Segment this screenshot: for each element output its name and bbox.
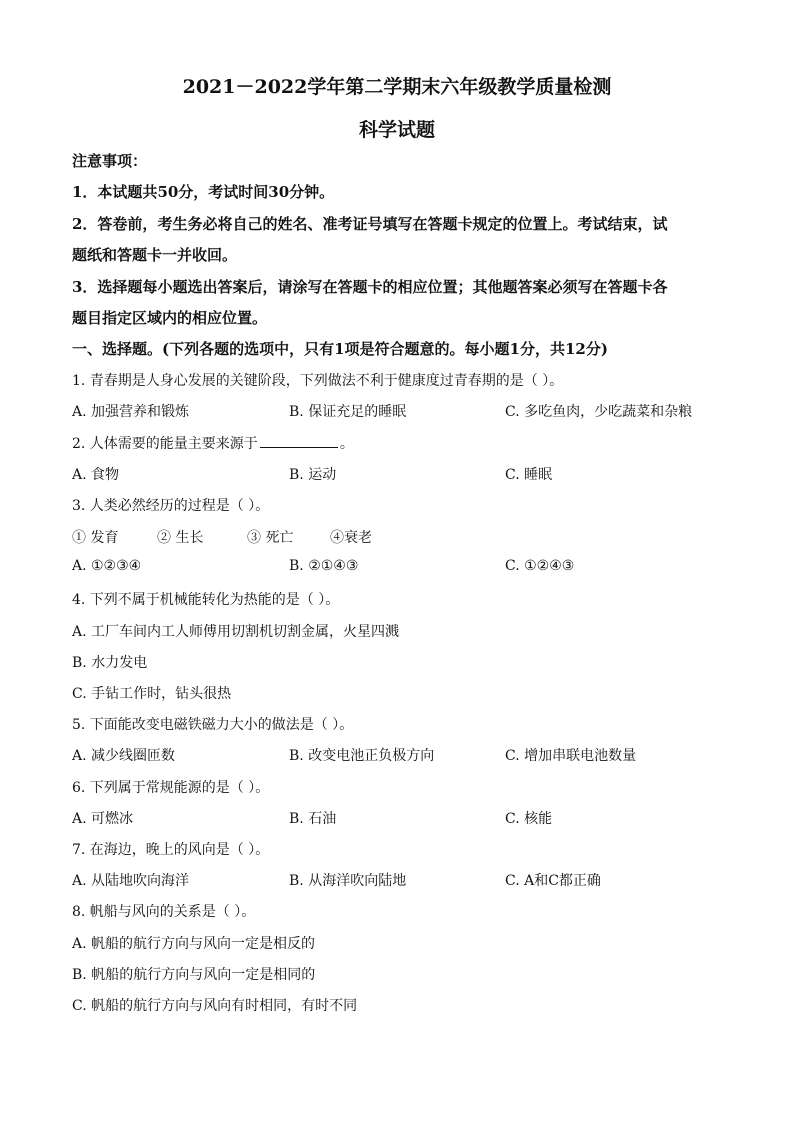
question-2-stem <box>72 433 354 453</box>
question-5-option-c: C. 增加串联电池数量 <box>505 748 637 764</box>
question-3-item-1: ① 发育 <box>72 530 119 546</box>
question-6-option-c: C. 核能 <box>505 811 553 827</box>
question-2-option-a: A. 食物 <box>72 467 120 483</box>
question-5-option-b: B. 改变电池正负极方向 <box>289 748 435 764</box>
question-8-option-c: C. 帆船的航行方向与风向有时相同，有时不同 <box>72 998 358 1014</box>
question-4-option-a: A. 工厂车间内工人师傅用切割机切割金属，火星四溅 <box>72 624 400 640</box>
question-2-stem-end: 。 <box>339 436 354 452</box>
question-6-option-b: B. 石油 <box>289 811 337 827</box>
notes-heading: 注意事项： <box>72 152 148 170</box>
question-2-stem-text: 2. 人体需要的能量主要来源于 <box>72 436 258 452</box>
note-1: 1．本试题共50分，考试时间30分钟。 <box>72 183 335 201</box>
question-4-option-c: C. 手钻工作时，钻头很热 <box>72 686 232 702</box>
question-8-option-b: B. 帆船的航行方向与风向一定是相同的 <box>72 967 316 983</box>
question-2-option-b: B. 运动 <box>289 467 337 483</box>
question-3-option-c: C. ①②④③ <box>505 558 575 574</box>
question-3-item-4: ④衰老 <box>330 530 372 546</box>
exam-subtitle: 科学试题 <box>358 119 435 141</box>
note-3-line-1: 3．选择题每小题选出答案后，请涂写在答题卡的相应位置；其他题答案必须写在答题卡各 <box>72 278 668 296</box>
question-4-option-b: B. 水力发电 <box>72 655 148 671</box>
question-6-option-a: A. 可燃冰 <box>72 811 134 827</box>
question-3-option-a: A. ①②③④ <box>72 558 142 574</box>
question-3-stem: 3. 人类必然经历的过程是（ ）。 <box>72 498 270 514</box>
question-7-stem: 7. 在海边，晚上的风向是（ ）。 <box>72 842 270 858</box>
question-8-option-a: A. 帆船的航行方向与风向一定是相反的 <box>72 936 316 952</box>
question-4-stem: 4. 下列不属于机械能转化为热能的是（ ）。 <box>72 592 340 608</box>
question-7-option-a: A. 从陆地吹向海洋 <box>72 873 190 889</box>
question-7-option-c: C. A和C都正确 <box>505 873 601 889</box>
question-5-option-a: A. 减少线圈匝数 <box>72 748 176 764</box>
question-1-stem: 1. 青春期是人身心发展的关键阶段，下列做法不利于健康度过青春期的是（ ）。 <box>72 373 564 389</box>
answer-blank <box>260 435 338 448</box>
question-8-stem: 8. 帆船与风向的关系是（ ）。 <box>72 904 256 920</box>
question-3-option-b: B. ②①④③ <box>289 558 359 574</box>
question-5-stem: 5. 下面能改变电磁铁磁力大小的做法是（ ）。 <box>72 717 354 733</box>
note-3-line-2: 题目指定区域内的相应位置。 <box>72 309 268 327</box>
question-1-option-c: C. 多吃鱼肉，少吃蔬菜和杂粮 <box>505 404 693 420</box>
note-2-line-1: 2．答卷前，考生务必将自己的姓名、准考证号填写在答题卡规定的位置上。考试结束，试 <box>72 215 668 233</box>
section-heading: 一、选择题。(下列各题的选项中，只有1项是符合题意的。每小题1分，共12分) <box>72 340 608 358</box>
question-1-option-b: B. 保证充足的睡眠 <box>289 404 407 420</box>
question-6-stem: 6. 下列属于常规能源的是（ ）。 <box>72 780 270 796</box>
question-3-item-2: ② 生长 <box>157 530 204 546</box>
question-3-item-3: ③ 死亡 <box>247 530 294 546</box>
question-2-option-c: C. 睡眠 <box>505 467 553 483</box>
question-7-option-b: B. 从海洋吹向陆地 <box>289 873 407 889</box>
note-2-line-2: 题纸和答题卡一并收回。 <box>72 246 238 264</box>
question-1-option-a: A. 加强营养和锻炼 <box>72 404 190 420</box>
exam-title: 2021－2022学年第二学期末六年级教学质量检测 <box>182 76 612 98</box>
